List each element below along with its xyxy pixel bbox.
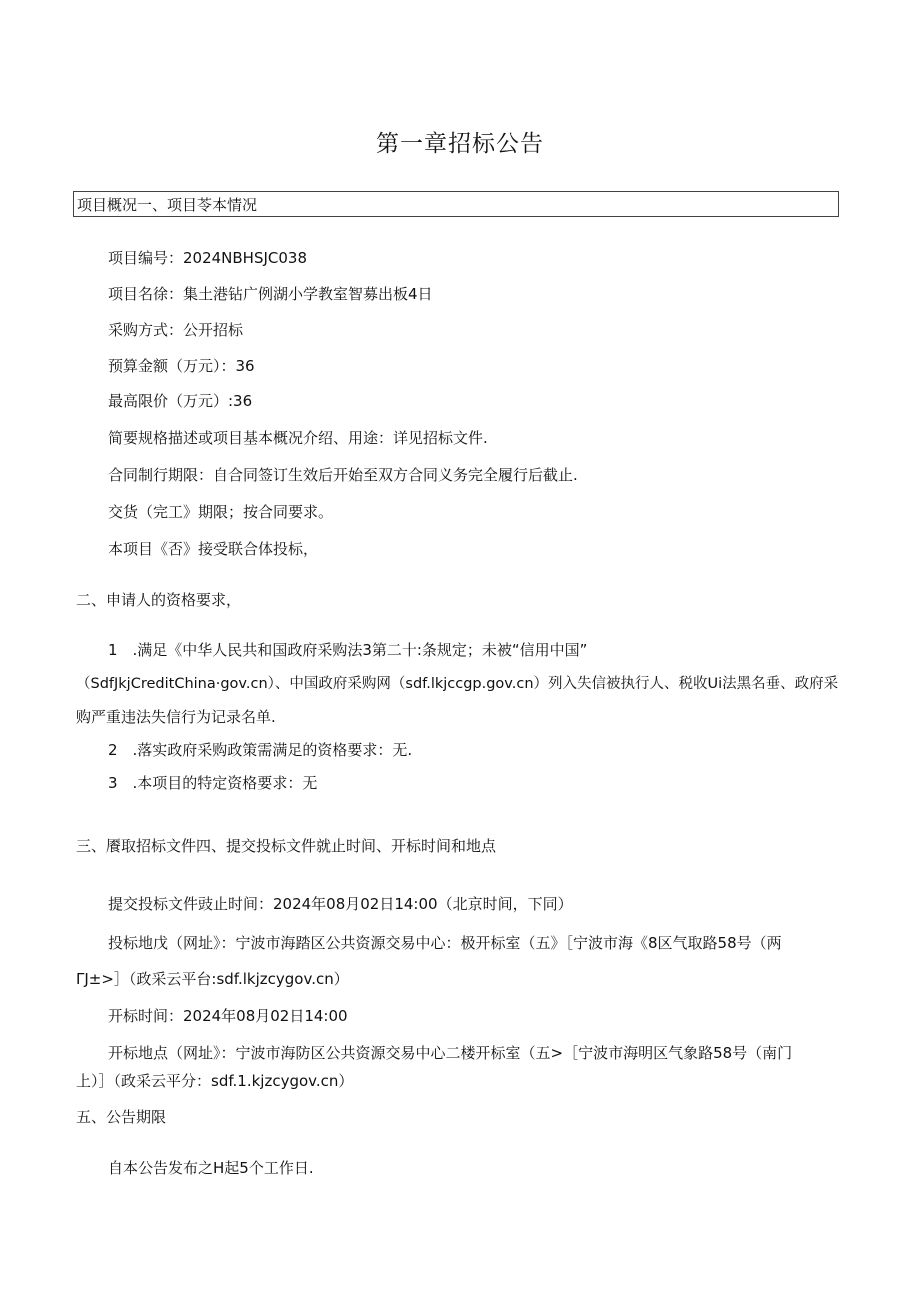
opening-location-cont: 上）］（政采云平分：sdf.1.kjzcygov.cn） bbox=[76, 1072, 354, 1090]
budget-amount: 预算金额（万元）：36 bbox=[108, 357, 255, 375]
opening-location: 开标地点（网址》：宁波市海防区公共资源交易中心二楼开标室（五>［宁波市海明区气象路58号（南门 bbox=[108, 1044, 793, 1062]
qualification-item-1-end: 购严重违法失信行为记录名单. bbox=[76, 708, 276, 726]
qualification-item-3: 3 .本项目的特定资格要求：无 bbox=[108, 774, 318, 792]
section5-heading: 五、公告期限 bbox=[76, 1108, 167, 1126]
max-price: 最高限价（万元）:36 bbox=[108, 392, 253, 410]
page-title: 第一章招标公告 bbox=[376, 131, 544, 157]
bid-location-cont: ΓJ±>］（政采云平台:sdf.lkjzcygov.cn） bbox=[76, 970, 349, 988]
consortium-note: 本项目《否》接受联合体投标， bbox=[108, 540, 319, 558]
overview-box-label: 项目概况一、项目苓本情况 bbox=[77, 196, 258, 214]
project-number: 项目编号：2024NBHSJC038 bbox=[108, 249, 308, 267]
announcement-period: 自本公告发布之H起5个工作日. bbox=[108, 1159, 314, 1177]
opening-time: 开标时间：2024年08月02日14:00 bbox=[108, 1007, 348, 1025]
section3-heading: 三、餍取招标文件四、提交投标文件就止时间、开标时间和地点 bbox=[76, 837, 497, 855]
project-name: 项目名徐：集土港钻广例湖小学教室智募出板4日 bbox=[108, 285, 433, 303]
overview-box bbox=[73, 191, 839, 217]
brief-description: 简要规格描述或项目基本概况介绍、用途：详见招标文件. bbox=[108, 429, 488, 447]
bid-location: 投标地戊（网址》：宁波市海踏区公共资源交易中心：极开标室（五》［宁波市海《8区气取路58号（两 bbox=[108, 934, 782, 952]
section2-heading: 二、申请人的资格要求， bbox=[76, 591, 242, 609]
delivery-period: 交货（完工》期限；按合同要求。 bbox=[108, 503, 334, 521]
contract-period: 合同制行期限：自合同签订生效后开始至双方合同义务完全履行后截止. bbox=[108, 466, 578, 484]
qualification-item-1-cont: （SdfJkjCreditChina·gov.cn）、中国政府采购网（sdf.lkjccgp.gov.cn）列入失信被执行人、税收Ui法黑名垂、政府采 bbox=[76, 676, 839, 692]
qualification-item-2: 2 .落实政府采购政策需满足的资格要求：无. bbox=[108, 741, 413, 759]
qualification-item-1: 1 .满足《中华人民共和国政府采购法3第二十:条规定；未被“信用中国” bbox=[108, 641, 588, 659]
procurement-method: 采购方式：公开招标 bbox=[108, 321, 244, 339]
submission-deadline: 提交投标文件豉止时间：2024年08月02日14:00（北京时间，下同） bbox=[108, 895, 573, 913]
